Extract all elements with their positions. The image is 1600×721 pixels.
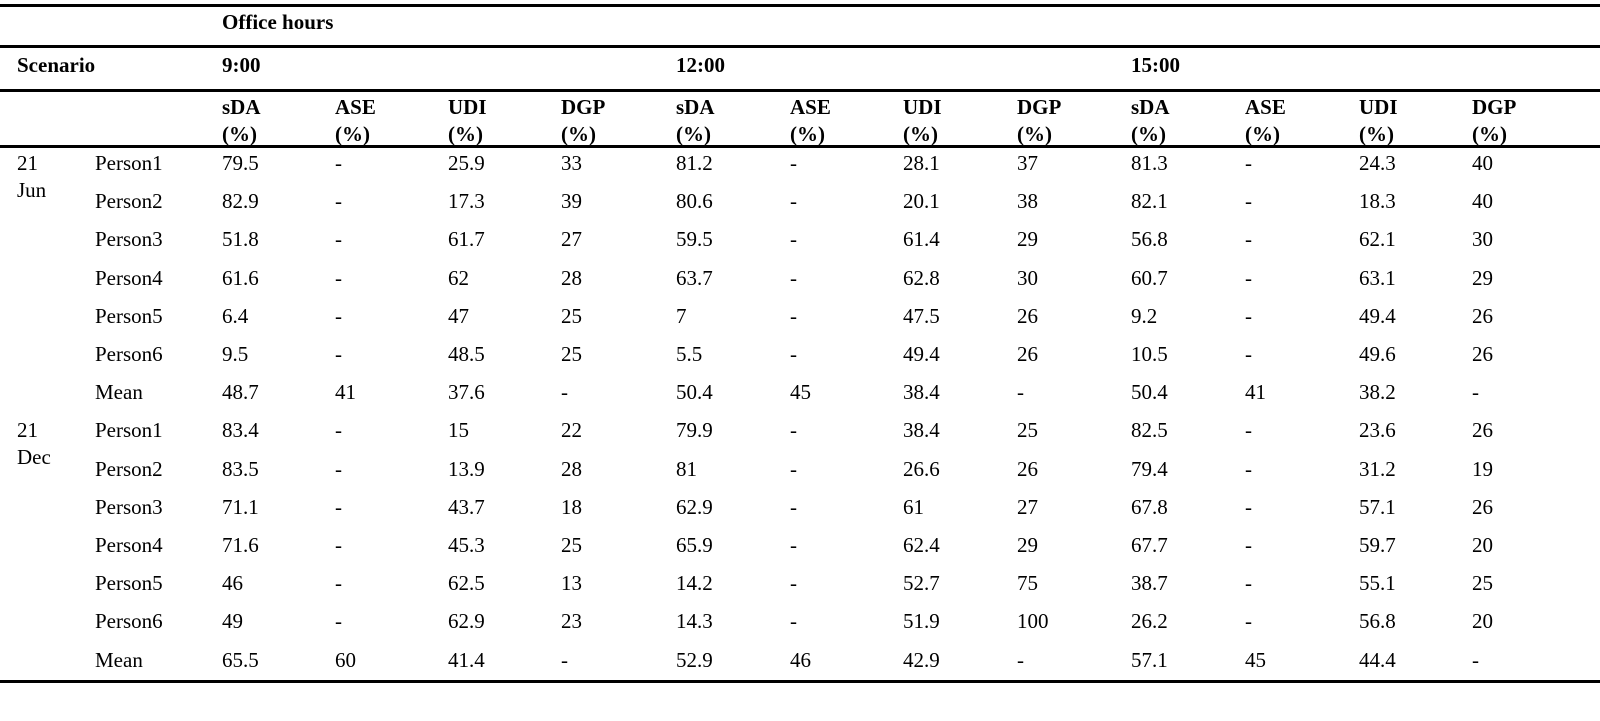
table-cell: 38.4	[903, 418, 940, 443]
date-label: 21	[17, 151, 38, 175]
table-cell: 24.3	[1359, 151, 1396, 175]
table-cell: 62.9	[676, 494, 713, 519]
table-cell: 38.7	[1131, 571, 1168, 596]
metric-header: UDI	[903, 95, 942, 119]
table-cell: 79.4	[1131, 456, 1168, 481]
table-cell: 62.1	[1359, 227, 1396, 252]
table-cell: 18	[561, 494, 582, 519]
row-label: Person1	[95, 418, 163, 443]
table-cell: -	[1245, 189, 1252, 214]
table-cell: 25.9	[448, 151, 485, 175]
date-label: Dec	[17, 445, 51, 470]
table-cell: -	[790, 265, 797, 290]
table-cell: -	[335, 189, 342, 214]
table-cell: -	[335, 265, 342, 290]
table-cell: 61.6	[222, 265, 259, 290]
metric-unit: (%)	[335, 122, 370, 146]
table-cell: 57.1	[1131, 647, 1168, 672]
table-cell: 13	[561, 571, 582, 596]
row-label: Person2	[95, 456, 163, 481]
table-cell: -	[790, 494, 797, 519]
metric-header: DGP	[561, 95, 606, 119]
table-cell: 5.5	[676, 342, 703, 366]
metric-unit: (%)	[1017, 122, 1052, 146]
table-cell: 20.1	[903, 189, 940, 214]
bottom-rule	[0, 680, 1600, 683]
table-cell: 26	[1017, 342, 1038, 366]
table-cell: 59.5	[676, 227, 713, 252]
table-cell: 60.7	[1131, 265, 1168, 290]
table-cell: -	[1245, 456, 1252, 481]
row-label: Person4	[95, 533, 163, 557]
metric-unit: (%)	[448, 122, 483, 146]
table-cell: 46	[222, 571, 243, 596]
table-cell: -	[790, 571, 797, 596]
table-cell: 59.7	[1359, 533, 1396, 557]
metric-header: sDA	[676, 95, 715, 119]
table-cell: 67.7	[1131, 533, 1168, 557]
table-cell: 83.5	[222, 456, 259, 481]
metric-unit: (%)	[1359, 122, 1394, 146]
table-cell: -	[790, 533, 797, 557]
table-cell: 33	[561, 151, 582, 175]
row-label: Person5	[95, 571, 163, 596]
table-cell: 61	[903, 494, 924, 519]
time-header: 15:00	[1131, 53, 1180, 77]
table-cell: 29	[1017, 227, 1038, 252]
table-cell: 14.3	[676, 609, 713, 634]
table-cell: 63.1	[1359, 265, 1396, 290]
table-cell: 55.1	[1359, 571, 1396, 596]
header-rule-1	[0, 45, 1600, 48]
table-cell: -	[335, 494, 342, 519]
table-cell: -	[1245, 342, 1252, 366]
table-cell: 22	[561, 418, 582, 443]
table-cell: 26.2	[1131, 609, 1168, 634]
row-label: Person2	[95, 189, 163, 214]
table-cell: 23.6	[1359, 418, 1396, 443]
table-cell: 82.5	[1131, 418, 1168, 443]
table-cell: 40	[1472, 189, 1493, 214]
date-label: 21	[17, 418, 38, 443]
metric-header: UDI	[448, 95, 487, 119]
table-cell: 79.5	[222, 151, 259, 175]
table-cell: 25	[1017, 418, 1038, 443]
table-cell: 52.7	[903, 571, 940, 596]
table-cell: -	[335, 571, 342, 596]
table-cell: 65.9	[676, 533, 713, 557]
table-cell: 28	[561, 265, 582, 290]
table-cell: 26	[1472, 418, 1493, 443]
table-cell: -	[335, 151, 342, 175]
metric-unit: (%)	[1131, 122, 1166, 146]
table-cell: 100	[1017, 609, 1049, 634]
table-cell: 7	[676, 303, 687, 328]
table-cell: -	[790, 303, 797, 328]
table-cell: 79.9	[676, 418, 713, 443]
table-cell: 50.4	[676, 380, 713, 405]
office-hours-header: Office hours	[222, 10, 334, 34]
table-cell: 81.3	[1131, 151, 1168, 175]
table-cell: -	[335, 609, 342, 634]
table-cell: 51.8	[222, 227, 259, 252]
table-cell: 62.5	[448, 571, 485, 596]
table-cell: -	[1017, 647, 1024, 672]
row-label: Person6	[95, 342, 163, 366]
table-cell: 29	[1472, 265, 1493, 290]
table-cell: 28	[561, 456, 582, 481]
table-cell: 52.9	[676, 647, 713, 672]
table-cell: -	[1472, 380, 1479, 405]
table-cell: 26	[1472, 303, 1493, 328]
table-cell: -	[790, 151, 797, 175]
metric-unit: (%)	[561, 122, 596, 146]
row-label: Mean	[95, 647, 143, 672]
top-rule	[0, 4, 1600, 7]
table-cell: 41	[335, 380, 356, 405]
table-cell: 45	[1245, 647, 1266, 672]
metric-header: sDA	[1131, 95, 1170, 119]
table-cell: 49.4	[903, 342, 940, 366]
table-cell: -	[1245, 151, 1252, 175]
table-cell: 38.4	[903, 380, 940, 405]
table-cell: -	[335, 533, 342, 557]
metric-unit: (%)	[1472, 122, 1507, 146]
metric-header: DGP	[1472, 95, 1517, 119]
table-cell: 18.3	[1359, 189, 1396, 214]
header-rule-2	[0, 89, 1600, 92]
table-cell: 28.1	[903, 151, 940, 175]
table-cell: 71.6	[222, 533, 259, 557]
table-cell: -	[1245, 494, 1252, 519]
table-cell: 71.1	[222, 494, 259, 519]
table-cell: 67.8	[1131, 494, 1168, 519]
table-cell: 80.6	[676, 189, 713, 214]
table-cell: 29	[1017, 533, 1038, 557]
scenario-header: Scenario	[17, 53, 96, 77]
table-cell: 57.1	[1359, 494, 1396, 519]
table-cell: 61.4	[903, 227, 940, 252]
table-cell: 48.5	[448, 342, 485, 366]
table-cell: 56.8	[1359, 609, 1396, 634]
table-cell: -	[790, 342, 797, 366]
metric-header: ASE	[335, 95, 376, 119]
table-cell: -	[1245, 571, 1252, 596]
table-cell: -	[561, 647, 568, 672]
table-cell: 26.6	[903, 456, 940, 481]
table-cell: 38	[1017, 189, 1038, 214]
table-cell: -	[1017, 380, 1024, 405]
table-cell: 10.5	[1131, 342, 1168, 366]
table-cell: 49.6	[1359, 342, 1396, 366]
table-cell: 82.1	[1131, 189, 1168, 214]
table-cell: 49.4	[1359, 303, 1396, 328]
table-cell: 61.7	[448, 227, 485, 252]
metric-header: DGP	[1017, 95, 1062, 119]
date-label: Jun	[17, 178, 47, 202]
table-cell: 43.7	[448, 494, 485, 519]
metric-unit: (%)	[676, 122, 711, 146]
table-cell: 9.2	[1131, 303, 1158, 328]
table-cell: -	[1245, 303, 1252, 328]
table-cell: 44.4	[1359, 647, 1396, 672]
metric-unit: (%)	[222, 122, 257, 146]
row-label: Person5	[95, 303, 163, 328]
table-cell: 13.9	[448, 456, 485, 481]
table-cell: 47.5	[903, 303, 940, 328]
table-cell: 15	[448, 418, 469, 443]
metric-header: UDI	[1359, 95, 1398, 119]
table-cell: 65.5	[222, 647, 259, 672]
table-cell: 62.9	[448, 609, 485, 634]
table-cell: 51.9	[903, 609, 940, 634]
table-cell: 20	[1472, 609, 1493, 634]
table-cell: 37	[1017, 151, 1038, 175]
table-cell: 27	[561, 227, 582, 252]
table-cell: 25	[561, 342, 582, 366]
metric-unit: (%)	[1245, 122, 1280, 146]
table-cell: -	[1245, 533, 1252, 557]
row-label: Person4	[95, 265, 163, 290]
table-cell: 38.2	[1359, 380, 1396, 405]
table-cell: 14.2	[676, 571, 713, 596]
metric-header: ASE	[790, 95, 831, 119]
table-cell: -	[790, 456, 797, 481]
table-cell: 48.7	[222, 380, 259, 405]
table-cell: 50.4	[1131, 380, 1168, 405]
table-cell: 63.7	[676, 265, 713, 290]
table-cell: 46	[790, 647, 811, 672]
table-cell: 6.4	[222, 303, 249, 328]
row-label: Person3	[95, 494, 163, 519]
table-cell: 49	[222, 609, 243, 634]
table-cell: 82.9	[222, 189, 259, 214]
table-cell: 26	[1472, 342, 1493, 366]
table-cell: -	[335, 227, 342, 252]
table-cell: 56.8	[1131, 227, 1168, 252]
table-cell: 45.3	[448, 533, 485, 557]
table-cell: -	[1245, 418, 1252, 443]
table-cell: 62.4	[903, 533, 940, 557]
table-cell: -	[1245, 227, 1252, 252]
table-cell: -	[1472, 647, 1479, 672]
metric-header: ASE	[1245, 95, 1286, 119]
table-cell: 41	[1245, 380, 1266, 405]
table-cell: 37.6	[448, 380, 485, 405]
table-cell: -	[1245, 265, 1252, 290]
table-cell: 83.4	[222, 418, 259, 443]
table-cell: 45	[790, 380, 811, 405]
table-cell: 9.5	[222, 342, 249, 366]
table-cell: 20	[1472, 533, 1493, 557]
row-label: Person6	[95, 609, 163, 634]
table-cell: -	[790, 418, 797, 443]
table-cell: -	[335, 303, 342, 328]
table-cell: 62	[448, 265, 469, 290]
table-cell: 17.3	[448, 189, 485, 214]
table-cell: 62.8	[903, 265, 940, 290]
table-cell: 23	[561, 609, 582, 634]
table-cell: 19	[1472, 456, 1493, 481]
table-cell: 40	[1472, 151, 1493, 175]
table-cell: -	[335, 418, 342, 443]
table-cell: -	[790, 609, 797, 634]
table-cell: 25	[561, 303, 582, 328]
row-label: Mean	[95, 380, 143, 405]
table-cell: 81	[676, 456, 697, 481]
table-cell: 27	[1017, 494, 1038, 519]
metric-header: sDA	[222, 95, 261, 119]
table-cell: 30	[1472, 227, 1493, 252]
table-cell: 42.9	[903, 647, 940, 672]
table-cell: 39	[561, 189, 582, 214]
table-cell: 81.2	[676, 151, 713, 175]
table-cell: -	[790, 189, 797, 214]
table-cell: 26	[1017, 303, 1038, 328]
table-cell: -	[335, 456, 342, 481]
table-cell: 30	[1017, 265, 1038, 290]
table-cell: 75	[1017, 571, 1038, 596]
metric-unit: (%)	[903, 122, 938, 146]
table-cell: -	[561, 380, 568, 405]
table-cell: -	[790, 227, 797, 252]
row-label: Person3	[95, 227, 163, 252]
table-cell: 47	[448, 303, 469, 328]
table-cell: 26	[1017, 456, 1038, 481]
table-cell: 31.2	[1359, 456, 1396, 481]
time-header: 12:00	[676, 53, 725, 77]
table-cell: 26	[1472, 494, 1493, 519]
row-label: Person1	[95, 151, 163, 175]
table-cell: 25	[1472, 571, 1493, 596]
table-cell: -	[335, 342, 342, 366]
time-header: 9:00	[222, 53, 261, 77]
table-cell: -	[1245, 609, 1252, 634]
table-cell: 60	[335, 647, 356, 672]
table-cell: 25	[561, 533, 582, 557]
table-cell: 41.4	[448, 647, 485, 672]
metric-unit: (%)	[790, 122, 825, 146]
